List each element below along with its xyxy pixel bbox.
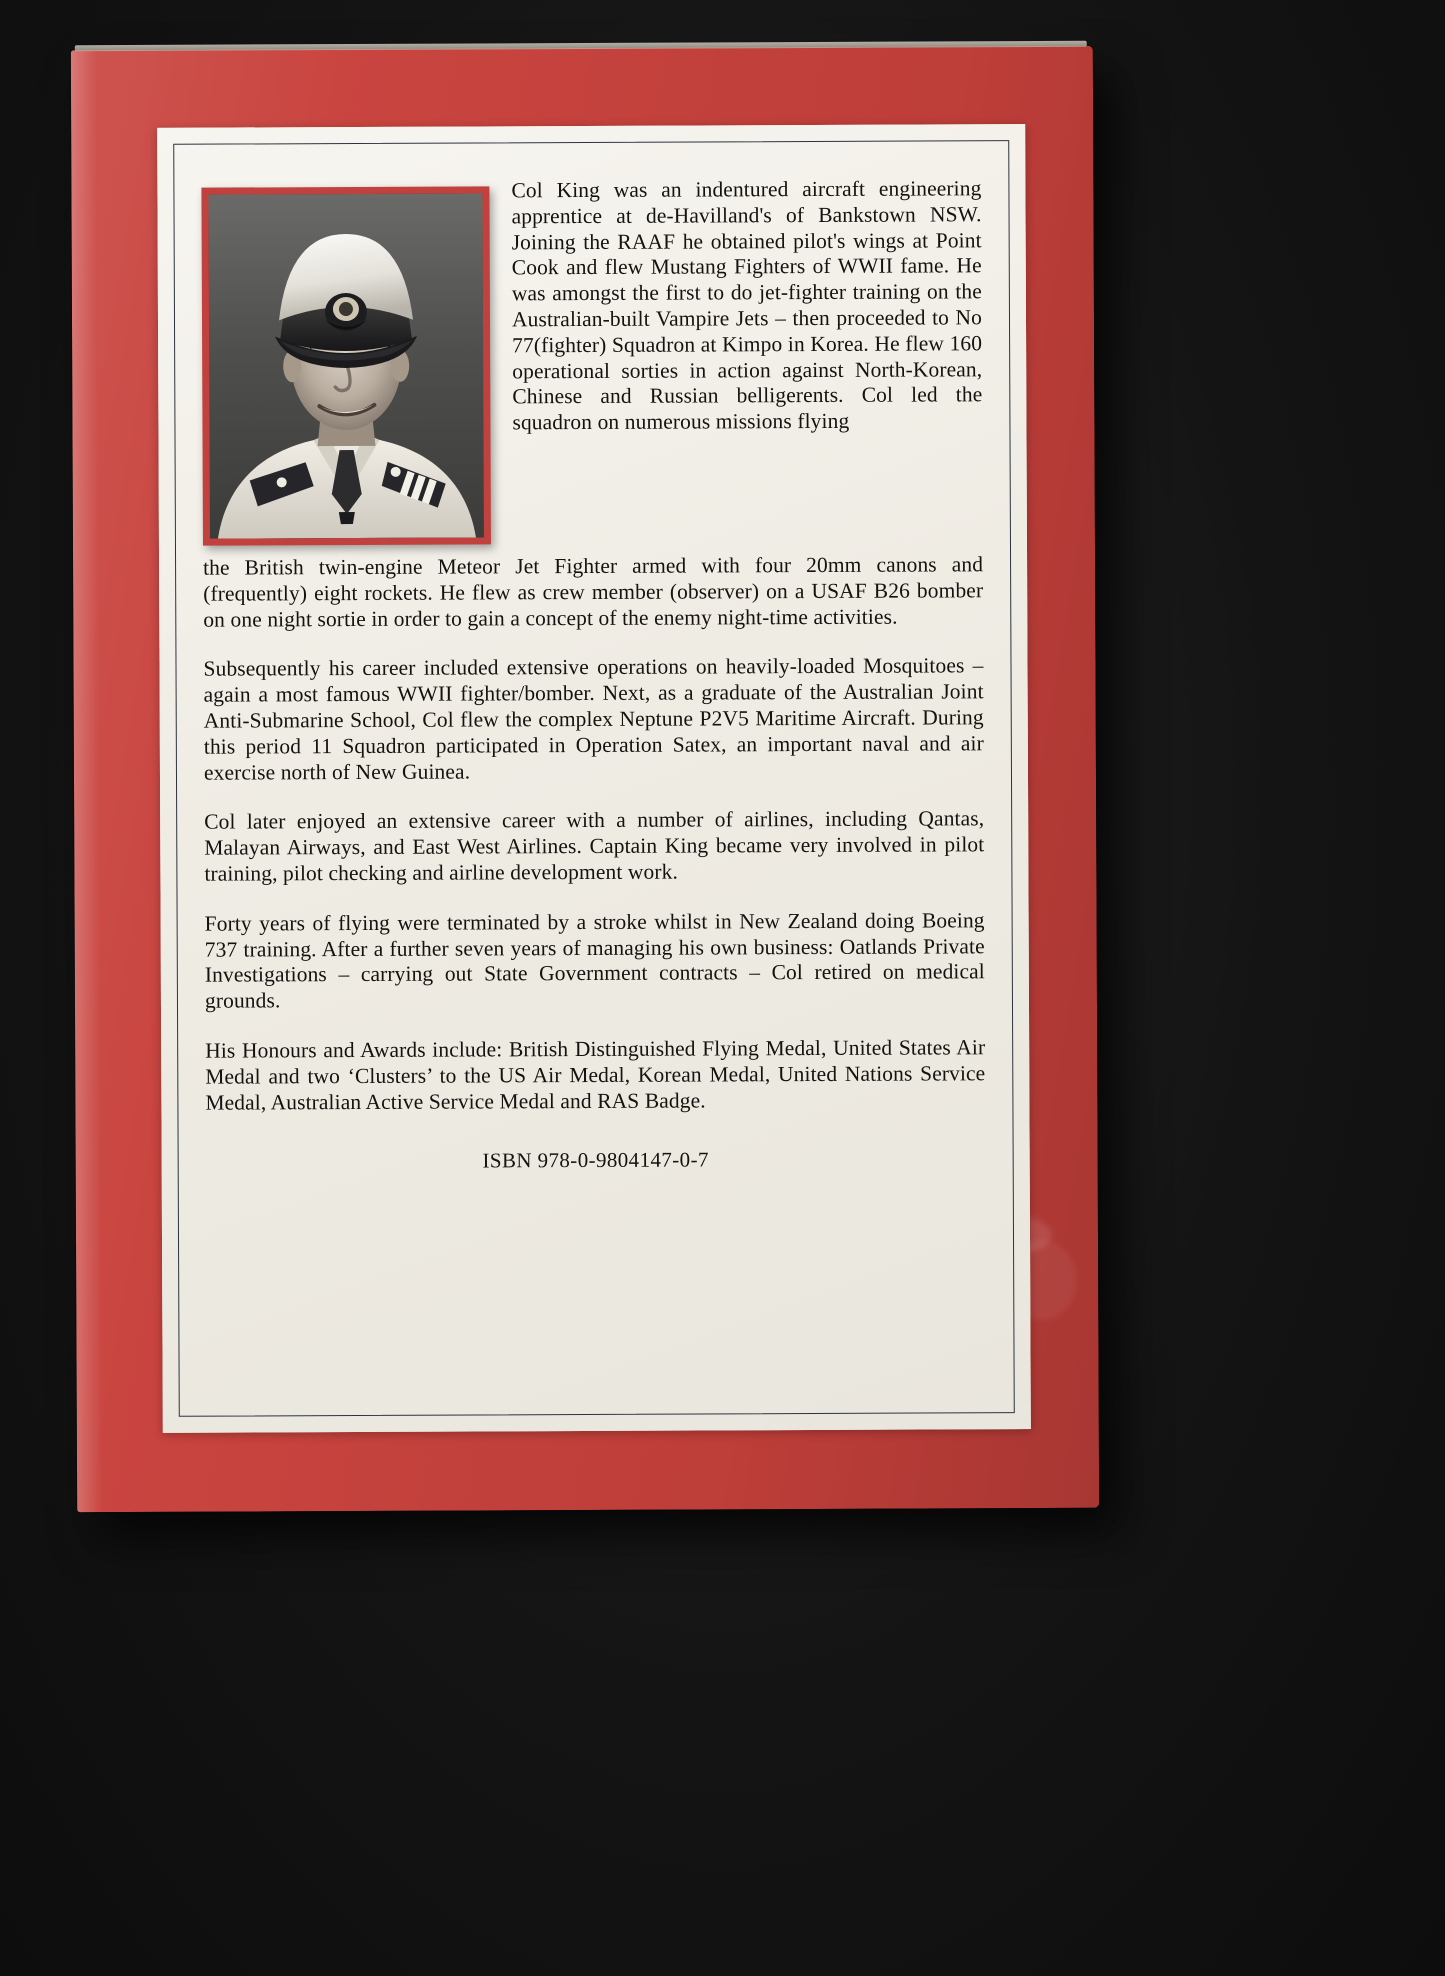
isbn-text: ISBN 978-0-9804147-0-7 <box>482 1147 709 1173</box>
portrait-frame <box>201 186 491 545</box>
blurb-paragraph-4: His Honours and Awards include: British Distinguished Flying Medal, United States Air Medal and two ‘Clusters’ to the US Air Medal, Korean Medal, United Nations Service Medal, Australian Active Service Medal and RAS Badge. <box>205 1035 986 1115</box>
blurb-intro-continued: the British twin-engine Meteor Jet Fighter armed with four 20mm canons and (frequently) eight rockets. He flew as crew member (observer) on a USAF B26 bomber on one night sortie in order to gain a concept of the enemy night-time activities. <box>203 552 984 632</box>
back-cover-text-panel <box>157 124 1031 1433</box>
blurb-paragraph-1: Subsequently his career included extensive operations on heavily-loaded Mosquitoes – again a most famous WWII fighter/bomber. Next, as a graduate of the Australian Joint Anti-Submarine School, Col flew the complex Neptune P2V5 Maritime Aircraft. During this period 11 Squadron participated in Operation Satex, an important naval and air exercise north of New Guinea. <box>203 653 984 785</box>
portrait-container <box>201 186 491 545</box>
portrait-photo <box>208 193 483 538</box>
blurb-paragraph-2: Col later enjoyed an extensive career with a number of airlines, including Qantas, Malayan Airways, and East West Airlines. Captain King became very involved in pilot training, pilot checking and airline development work. <box>204 806 985 886</box>
blurb-content <box>201 176 986 1392</box>
blurb-paragraph-3: Forty years of flying were terminated by a stroke whilst in New Zealand doing Boeing 737 training. After a further seven years of managing his own business: Oatlands Private Investigations – carrying out State Government contracts – Col retired on medical grounds. <box>204 908 985 1013</box>
book-object <box>71 46 1099 1512</box>
blurb-intro-paragraph: Col King was an indentured aircraft engineering apprentice at de-Havilland's of Bankstown NSW. Joining the RAAF he obtained pilot's wings at Point Cook and flew Mustang Fighters of WWII fame. He was amongst the first to do jet-fighter training on the Australian-built Vampire Jets – then proceeded to No 77(fighter) Squadron at Kimpo in Korea. He flew 160 operational sorties in action against North-Korean, Chinese and Russian belligerents. Col led the squadron on numerous missions flying <box>511 176 983 435</box>
